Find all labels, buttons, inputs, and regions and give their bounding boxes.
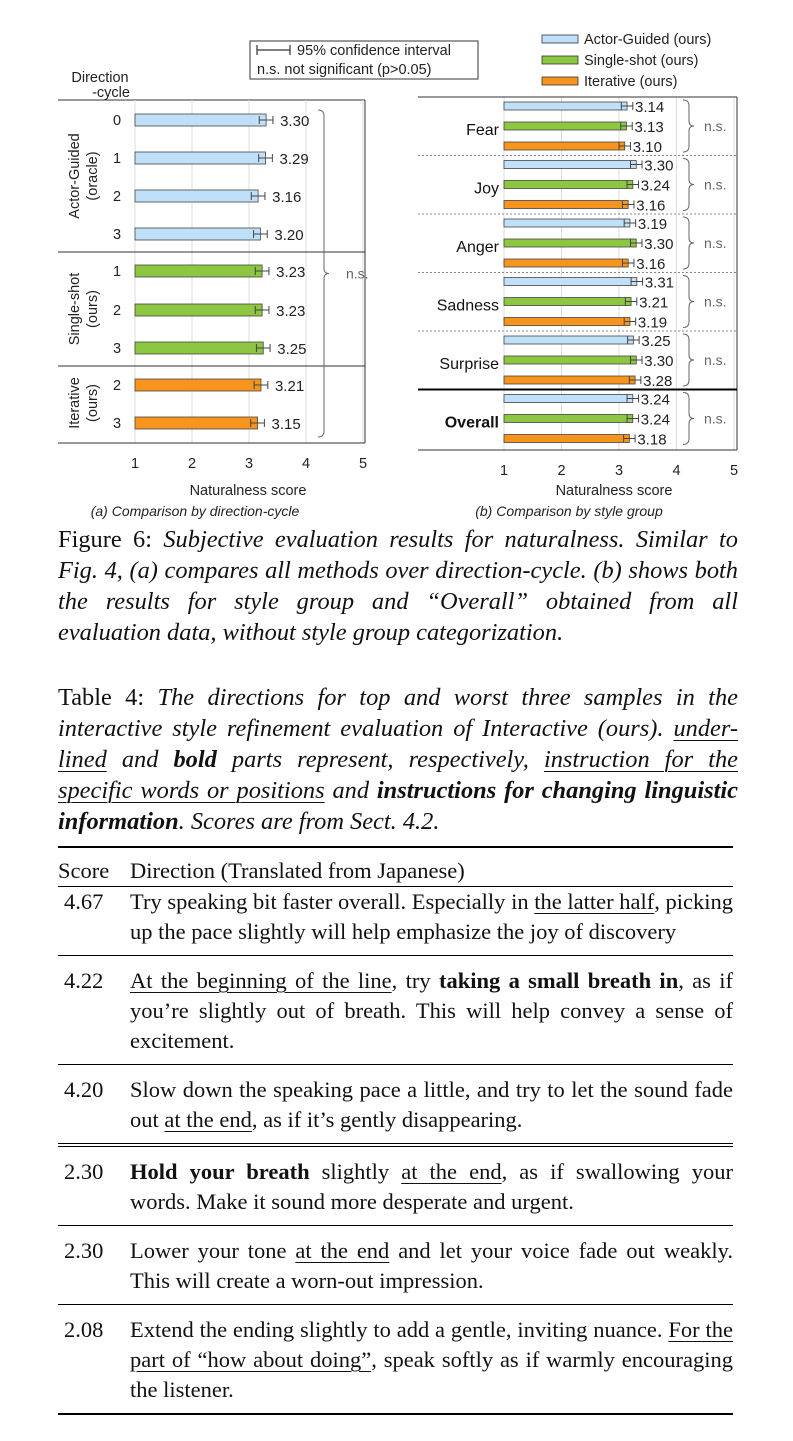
legend-label-iterative: Iterative (ours) bbox=[584, 74, 678, 90]
cycle-label: 1 bbox=[112, 264, 122, 280]
direction-text: , as if you’re slightly out of breath. This will help convey a sense of excitement. bbox=[130, 968, 733, 1053]
cycle-label: 2 bbox=[112, 378, 122, 394]
table-caption-text-2: and bbox=[106, 746, 174, 773]
direction-text: Try speaking bit faster overall. Especially in bbox=[130, 889, 535, 914]
table-header-row bbox=[58, 847, 733, 887]
data-label: 3.13 bbox=[634, 119, 664, 136]
row-score: 4.20 bbox=[58, 1065, 130, 1146]
direction-text: , as if swallowing your words. Make it sound more desperate and urgent. bbox=[130, 1159, 733, 1214]
ns-brace bbox=[683, 159, 694, 211]
data-label: 3.20 bbox=[274, 227, 304, 244]
cycle-label: 2 bbox=[112, 189, 122, 205]
data-label: 3.30 bbox=[644, 236, 674, 253]
bar-iterative bbox=[504, 142, 625, 150]
data-label: 3.24 bbox=[640, 411, 671, 429]
category-label: Overall bbox=[444, 414, 499, 432]
ns-label: n.s. bbox=[704, 176, 727, 193]
ns-brace bbox=[683, 334, 694, 386]
data-label: 3.16 bbox=[272, 189, 302, 206]
table-row bbox=[58, 1305, 733, 1415]
bar-iterative bbox=[135, 417, 258, 429]
table-caption-text-4: and bbox=[324, 777, 377, 804]
table-4 bbox=[58, 846, 733, 1415]
bar-single bbox=[135, 265, 262, 277]
ns-brace bbox=[683, 100, 694, 152]
x-tick-label: 4 bbox=[301, 456, 311, 472]
bar-iterative bbox=[504, 318, 630, 326]
direction-bold: taking a small breath in bbox=[438, 968, 679, 993]
cycle-header: -cycle bbox=[92, 85, 130, 101]
row-score: 4.22 bbox=[58, 956, 130, 1065]
direction-text: , try bbox=[391, 968, 439, 993]
direction-text: , as if it’s gently disappearing. bbox=[251, 1107, 523, 1132]
cycle-label: 2 bbox=[112, 303, 122, 319]
data-label: 3.23 bbox=[276, 264, 306, 281]
row-score: 2.30 bbox=[58, 1226, 130, 1305]
cycle-label: 1 bbox=[112, 151, 122, 167]
cycle-label: 3 bbox=[112, 341, 122, 357]
bar-actor bbox=[135, 152, 266, 164]
x-tick-label: 1 bbox=[499, 463, 509, 479]
row-score: 2.08 bbox=[58, 1305, 130, 1415]
x-tick-label: 3 bbox=[614, 463, 624, 479]
data-label: 3.24 bbox=[640, 391, 671, 409]
data-label: 3.15 bbox=[271, 416, 301, 433]
data-label: 3.25 bbox=[641, 333, 671, 350]
ns-brace bbox=[318, 110, 329, 437]
panel-b-sublabel: (b) Comparison by style group bbox=[475, 503, 663, 519]
table-caption-label: Table 4: bbox=[58, 684, 158, 711]
table-row bbox=[58, 1226, 733, 1305]
group-label-single-2: (ours) bbox=[85, 290, 101, 328]
group-label-iter-2: (ours) bbox=[85, 384, 101, 422]
bar-single bbox=[135, 342, 263, 354]
bar-actor bbox=[504, 336, 633, 344]
data-label: 3.21 bbox=[639, 294, 669, 312]
figure-caption bbox=[58, 524, 738, 648]
ns-brace bbox=[683, 393, 694, 445]
row-direction bbox=[130, 887, 733, 956]
table-caption-underlined-word: under-lined bbox=[58, 715, 738, 773]
x-tick-label: 2 bbox=[557, 463, 566, 479]
cycle-label: 0 bbox=[112, 113, 122, 129]
ns-brace bbox=[683, 276, 694, 328]
data-label: 3.16 bbox=[636, 256, 666, 273]
x-tick-label: 3 bbox=[244, 456, 254, 472]
row-direction bbox=[130, 956, 733, 1065]
header-score: Score bbox=[58, 847, 130, 887]
data-label: 3.23 bbox=[276, 303, 306, 320]
direction-underlined: the latter half bbox=[534, 889, 655, 914]
direction-underlined: At the beginning of the line bbox=[130, 968, 392, 993]
table-row bbox=[58, 956, 733, 1065]
bar-actor bbox=[135, 190, 258, 202]
table-caption-bold-word: bold bbox=[173, 746, 217, 773]
direction-underlined: at the end bbox=[295, 1238, 390, 1263]
bar-actor bbox=[504, 395, 633, 403]
direction-text: slightly bbox=[309, 1159, 402, 1184]
bar-single bbox=[504, 122, 626, 130]
bar-iterative bbox=[504, 376, 635, 384]
ci-legend-label: 95% confidence interval bbox=[297, 43, 451, 59]
table-row bbox=[58, 1065, 733, 1146]
ns-label: n.s. bbox=[704, 235, 727, 251]
group-label-actor-2: (oracle) bbox=[85, 151, 101, 201]
figure-caption-label: Figure 6: bbox=[58, 526, 164, 553]
bar-actor bbox=[504, 219, 630, 227]
ns-brace bbox=[683, 217, 694, 269]
legend-swatch-actor bbox=[542, 35, 578, 43]
direction-text: Lower your tone bbox=[130, 1238, 296, 1263]
row-score: 2.30 bbox=[58, 1145, 130, 1226]
table-caption bbox=[58, 682, 738, 837]
bar-actor bbox=[135, 114, 266, 126]
direction-underlined: For the part of “how about doing” bbox=[130, 1317, 734, 1372]
ns-legend-label: n.s. not significant (p>0.05) bbox=[257, 62, 432, 78]
row-direction bbox=[130, 1145, 733, 1226]
data-label: 3.30 bbox=[644, 353, 674, 370]
group-label-iter-1: Iterative bbox=[67, 377, 83, 429]
table-caption-text-3: parts represent, respectively, bbox=[216, 746, 544, 773]
data-label: 3.19 bbox=[637, 314, 668, 332]
category-label: Surprise bbox=[439, 356, 499, 373]
data-label: 3.10 bbox=[632, 139, 662, 156]
ns-label: n.s. bbox=[346, 265, 369, 282]
bar-iterative bbox=[504, 435, 629, 443]
x-tick-label: 1 bbox=[130, 456, 140, 472]
group-label-single-1: Single-shot bbox=[67, 272, 83, 346]
group-label-actor-1: Actor-Guided bbox=[67, 133, 83, 219]
figure-6 bbox=[0, 0, 793, 524]
legend-label-single: Single-shot (ours) bbox=[584, 53, 699, 69]
bar-actor bbox=[135, 228, 260, 240]
category-label: Sadness bbox=[436, 297, 499, 315]
bar-single bbox=[135, 304, 262, 316]
direction-underlined: at the end bbox=[164, 1107, 252, 1132]
direction-text: and let your voice fade out weakly. This will create a worn-out impression. bbox=[130, 1238, 734, 1293]
legend-swatch-single bbox=[542, 56, 578, 64]
row-score: 4.67 bbox=[58, 887, 130, 956]
table-caption-text-5: . Scores are from Sect. 4.2. bbox=[178, 808, 440, 835]
direction-header: Direction bbox=[71, 70, 129, 86]
data-label: 3.21 bbox=[274, 378, 305, 395]
direction-text: Slow down the speaking pace a little, and try to let the sound fade out bbox=[130, 1077, 733, 1132]
cycle-label: 3 bbox=[112, 227, 122, 243]
direction-text: , speak softly as if warmly encouraging the listener. bbox=[130, 1347, 733, 1402]
bar-single bbox=[504, 415, 633, 423]
x-tick-label: 5 bbox=[729, 463, 739, 479]
bar-iterative bbox=[504, 259, 628, 267]
header-direction: Direction (Translated from Japanese) bbox=[130, 847, 733, 887]
x-tick-label: 4 bbox=[672, 463, 681, 479]
legend-label-actor: Actor-Guided (ours) bbox=[584, 32, 712, 48]
data-label: 3.30 bbox=[280, 113, 310, 130]
data-label: 3.19 bbox=[637, 216, 668, 233]
data-label: 3.29 bbox=[279, 151, 309, 168]
x-tick-label: 5 bbox=[358, 456, 368, 472]
panel-a-plot bbox=[58, 100, 369, 472]
data-label: 3.31 bbox=[644, 274, 675, 292]
data-label: 3.30 bbox=[644, 157, 674, 175]
direction-underlined: at the end bbox=[401, 1159, 502, 1184]
data-label: 3.16 bbox=[636, 197, 666, 215]
panel-a-sublabel: (a) Comparison by direction-cycle bbox=[90, 503, 300, 519]
category-label: Joy bbox=[474, 180, 499, 198]
table-caption-underlined-phrase: instruction for the specific words or positions bbox=[58, 746, 739, 804]
ns-label: n.s. bbox=[704, 293, 727, 310]
table-row bbox=[58, 887, 733, 956]
data-label: 3.14 bbox=[635, 99, 665, 116]
x-tick-label: 2 bbox=[187, 456, 197, 472]
bar-actor bbox=[504, 278, 637, 286]
table-row bbox=[58, 1145, 733, 1226]
data-label: 3.18 bbox=[637, 431, 667, 449]
direction-text: , picking up the pace slightly will help emphasize the joy of discovery bbox=[130, 889, 733, 944]
cycle-label: 3 bbox=[112, 416, 122, 432]
bar-actor bbox=[504, 161, 636, 169]
x-axis-label-a: Naturalness score bbox=[189, 483, 307, 499]
bar-single bbox=[504, 298, 631, 306]
bar-iterative bbox=[135, 379, 261, 391]
data-label: 3.24 bbox=[640, 177, 671, 195]
ns-label: n.s. bbox=[704, 352, 727, 368]
data-label: 3.28 bbox=[643, 373, 673, 390]
x-axis-label-b: Naturalness score bbox=[555, 483, 673, 499]
category-label: Fear bbox=[466, 122, 499, 139]
bar-single bbox=[504, 181, 633, 189]
row-direction bbox=[130, 1305, 733, 1415]
data-label: 3.25 bbox=[277, 341, 307, 358]
legend-swatch-iterative bbox=[542, 77, 578, 85]
ns-label: n.s. bbox=[704, 118, 727, 134]
row-direction bbox=[130, 1226, 733, 1305]
table-caption-bold-phrase: instructions for changing linguistic information bbox=[58, 777, 738, 835]
bar-actor bbox=[504, 102, 627, 110]
bar-single bbox=[504, 239, 636, 247]
bar-iterative bbox=[504, 201, 628, 209]
ns-label: n.s. bbox=[704, 410, 727, 427]
direction-text: Extend the ending slightly to add a gentle, inviting nuance. bbox=[130, 1317, 669, 1342]
direction-bold: Hold your breath bbox=[130, 1159, 310, 1184]
row-direction bbox=[130, 1065, 733, 1146]
table-caption-text-1: The directions for top and worst three samples in the interactive style refinement evaluation of Interactive (ours). bbox=[58, 684, 738, 742]
bar-single bbox=[504, 356, 636, 364]
category-label: Anger bbox=[456, 239, 499, 256]
panel-b-plot bbox=[418, 97, 738, 479]
figure-caption-text: Subjective evaluation results for naturalness. Similar to Fig. 4, (a) compares all methods over direction-cycle. (b) shows both the results for style group and “Overall” obtained from all evaluation data, without style group categorization. bbox=[58, 526, 738, 646]
